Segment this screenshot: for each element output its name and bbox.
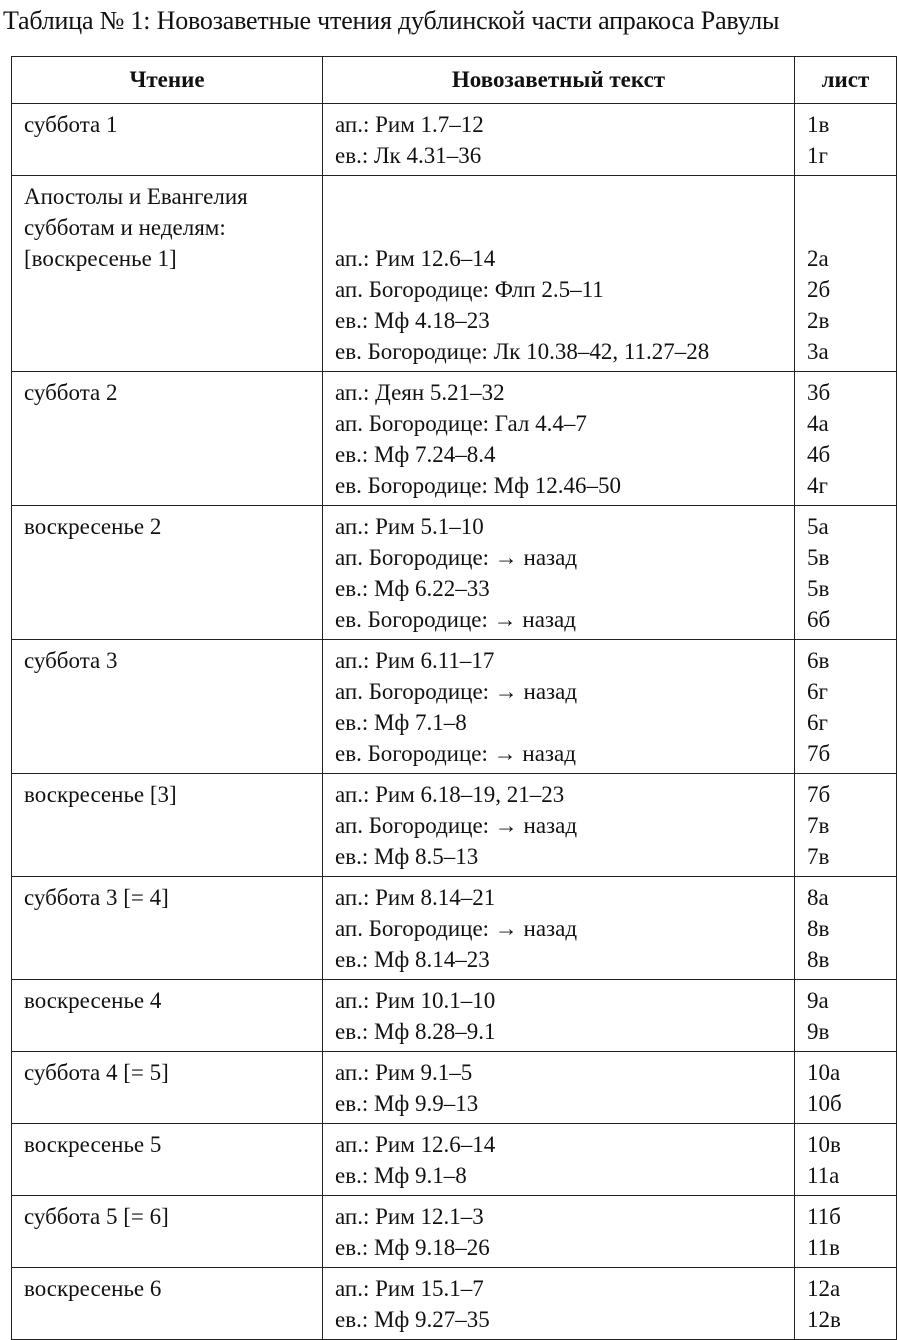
leaf-line: 9в [807,1019,830,1044]
table-caption: Таблица № 1: Новозаветные чтения дублинской части апракоса Равулы [3,6,780,35]
leaf-line: 7б [807,782,831,807]
column-header-nt-text: Новозаветный текст [323,57,795,104]
leaf-line: 3а [807,339,829,364]
nt-text-line: ев.: Мф 4.18–23 [335,308,490,333]
reading-line: Апостолы и Евангелия [24,184,248,209]
nt-text-line: ап.: Рим 12.6–14 [335,1132,496,1157]
nt-text-line: ап.: Рим 6.11–17 [335,648,495,673]
nt-text-line: ап.: Рим 12.1–3 [335,1204,484,1229]
nt-text-line: ап.: Рим 8.14–21 [335,885,496,910]
table-row [12,372,897,506]
line-spacer [335,212,790,243]
reading-cell [12,980,323,1052]
reading-line: воскресенье 5 [24,1132,162,1157]
leaf-cell [795,1196,897,1268]
nt-text-cell [323,877,795,980]
table-row [12,104,897,176]
table-row [12,1268,897,1340]
nt-text-cell [323,774,795,877]
nt-text-line: ев.: Мф 9.27–35 [335,1307,490,1332]
reading-cell [12,877,323,980]
leaf-line: 10в [807,1132,841,1157]
reading-cell [12,1052,323,1124]
leaf-line: 12а [807,1276,841,1301]
leaf-line: 7в [807,813,830,838]
nt-text-line: ап.: Рим 9.1–5 [335,1060,473,1085]
nt-text-line: ап. Богородице: Флп 2.5–11 [335,277,604,302]
nt-text-line: ап. Богородице: → назад [335,545,578,570]
reading-cell [12,1124,323,1196]
leaf-line: 8а [807,885,829,910]
nt-text-cell [323,1196,795,1268]
table-row [12,1196,897,1268]
reading-line: воскресенье 2 [24,514,162,539]
reading-line: воскресенье [3] [24,782,177,807]
nt-text-line: ев.: Мф 7.24–8.4 [335,442,496,467]
nt-text-line: ев.: Мф 8.14–23 [335,947,490,972]
leaf-line: 4а [807,411,829,436]
leaf-line: 2а [807,246,829,271]
nt-text-cell [323,1268,795,1340]
nt-text-line: ев.: Мф 9.9–13 [335,1091,479,1116]
table-row [12,980,897,1052]
nt-text-line: ап. Богородице: Гал 4.4–7 [335,411,587,436]
header-row [12,57,897,104]
nt-text-cell [323,640,795,774]
nt-text-line: ап.: Рим 6.18–19, 21–23 [335,782,565,807]
reading-line: суббота 2 [24,380,118,405]
nt-text-line: ев.: Мф 8.5–13 [335,844,479,869]
reading-line: суббота 3 [= 4] [24,885,169,910]
leaf-cell [795,506,897,640]
leaf-cell [795,980,897,1052]
line-spacer [807,181,892,212]
leaf-cell [795,774,897,877]
leaf-line: 4б [807,442,831,467]
line-spacer [335,181,790,212]
leaf-line: 8в [807,916,830,941]
line-spacer [807,212,892,243]
nt-text-line: ев.: Мф 9.18–26 [335,1235,490,1260]
nt-text-line: ап. Богородице: → назад [335,813,578,838]
leaf-line: 12в [807,1307,841,1332]
leaf-cell [795,1268,897,1340]
reading-line: суббота 1 [24,112,118,137]
table-row [12,774,897,877]
leaf-line: 4г [807,473,828,498]
nt-text-line: ев.: Мф 7.1–8 [335,710,467,735]
leaf-cell [795,1124,897,1196]
nt-text-line: ев. Богородице: Мф 12.46–50 [335,473,621,498]
nt-text-line: ап.: Рим 12.6–14 [335,246,496,271]
reading-cell [12,774,323,877]
reading-cell [12,372,323,506]
nt-text-line: ев.: Лк 4.31–36 [335,143,482,168]
nt-text-line: ап. Богородице: → назад [335,916,578,941]
leaf-line: 8в [807,947,830,972]
leaf-line: 1в [807,112,830,137]
leaf-cell [795,372,897,506]
nt-text-cell [323,176,795,372]
leaf-line: 6б [807,607,831,632]
reading-line: суббота 5 [= 6] [24,1204,169,1229]
leaf-line: 10б [807,1091,842,1116]
leaf-line: 9а [807,988,829,1013]
reading-cell [12,104,323,176]
nt-text-cell [323,372,795,506]
nt-text-line: ап.: Рим 10.1–10 [335,988,496,1013]
leaf-line: 5в [807,545,830,570]
table-row [12,506,897,640]
leaf-cell [795,640,897,774]
nt-text-cell [323,1124,795,1196]
table-row [12,1124,897,1196]
leaf-line: 2б [807,277,831,302]
nt-text-line: ев.: Мф 8.28–9.1 [335,1019,496,1044]
nt-text-line: ап.: Деян 5.21–32 [335,380,505,405]
reading-line: [воскресенье 1] [24,246,177,271]
leaf-line: 2в [807,308,830,333]
lectionary-table [11,56,897,1340]
table-row [12,640,897,774]
leaf-line: 7в [807,844,830,869]
reading-line: суббота 3 [24,648,118,673]
reading-cell [12,1268,323,1340]
nt-text-line: ап.: Рим 1.7–12 [335,112,484,137]
column-header-leaf: лист [795,57,897,104]
leaf-line: 1г [807,143,828,168]
nt-text-line: ап.: Рим 5.1–10 [335,514,484,539]
leaf-line: 6в [807,648,830,673]
reading-cell [12,640,323,774]
table-row [12,1052,897,1124]
table-row [12,877,897,980]
nt-text-line: ап.: Рим 15.1–7 [335,1276,484,1301]
reading-line: воскресенье 6 [24,1276,162,1301]
leaf-line: 5а [807,514,829,539]
leaf-cell [795,176,897,372]
nt-text-line: ев.: Мф 6.22–33 [335,576,490,601]
nt-text-cell [323,980,795,1052]
nt-text-line: ев. Богородице: → назад [335,607,576,632]
leaf-cell [795,1052,897,1124]
reading-line: субботам и неделям: [24,215,226,240]
nt-text-line: ев. Богородице: → назад [335,741,576,766]
leaf-cell [795,104,897,176]
nt-text-line: ев. Богородице: Лк 10.38–42, 11.27–28 [335,339,710,364]
nt-text-cell [323,506,795,640]
column-header-reading: Чтение [12,57,323,104]
reading-cell [12,1196,323,1268]
table-row [12,176,897,372]
leaf-cell [795,877,897,980]
nt-text-cell [323,1052,795,1124]
table-body [12,104,897,1340]
leaf-line: 11б [807,1204,841,1229]
reading-cell [12,176,323,372]
leaf-line: 6г [807,710,828,735]
leaf-line: 11в [807,1235,841,1260]
leaf-line: 3б [807,380,831,405]
reading-line: суббота 4 [= 5] [24,1060,169,1085]
leaf-line: 5в [807,576,830,601]
leaf-line: 7б [807,741,831,766]
leaf-line: 10а [807,1060,841,1085]
leaf-line: 6г [807,679,828,704]
nt-text-cell [323,104,795,176]
nt-text-line: ап. Богородице: → назад [335,679,578,704]
reading-line: воскресенье 4 [24,988,162,1013]
reading-cell [12,506,323,640]
nt-text-line: ев.: Мф 9.1–8 [335,1163,467,1188]
leaf-line: 11а [807,1163,840,1188]
